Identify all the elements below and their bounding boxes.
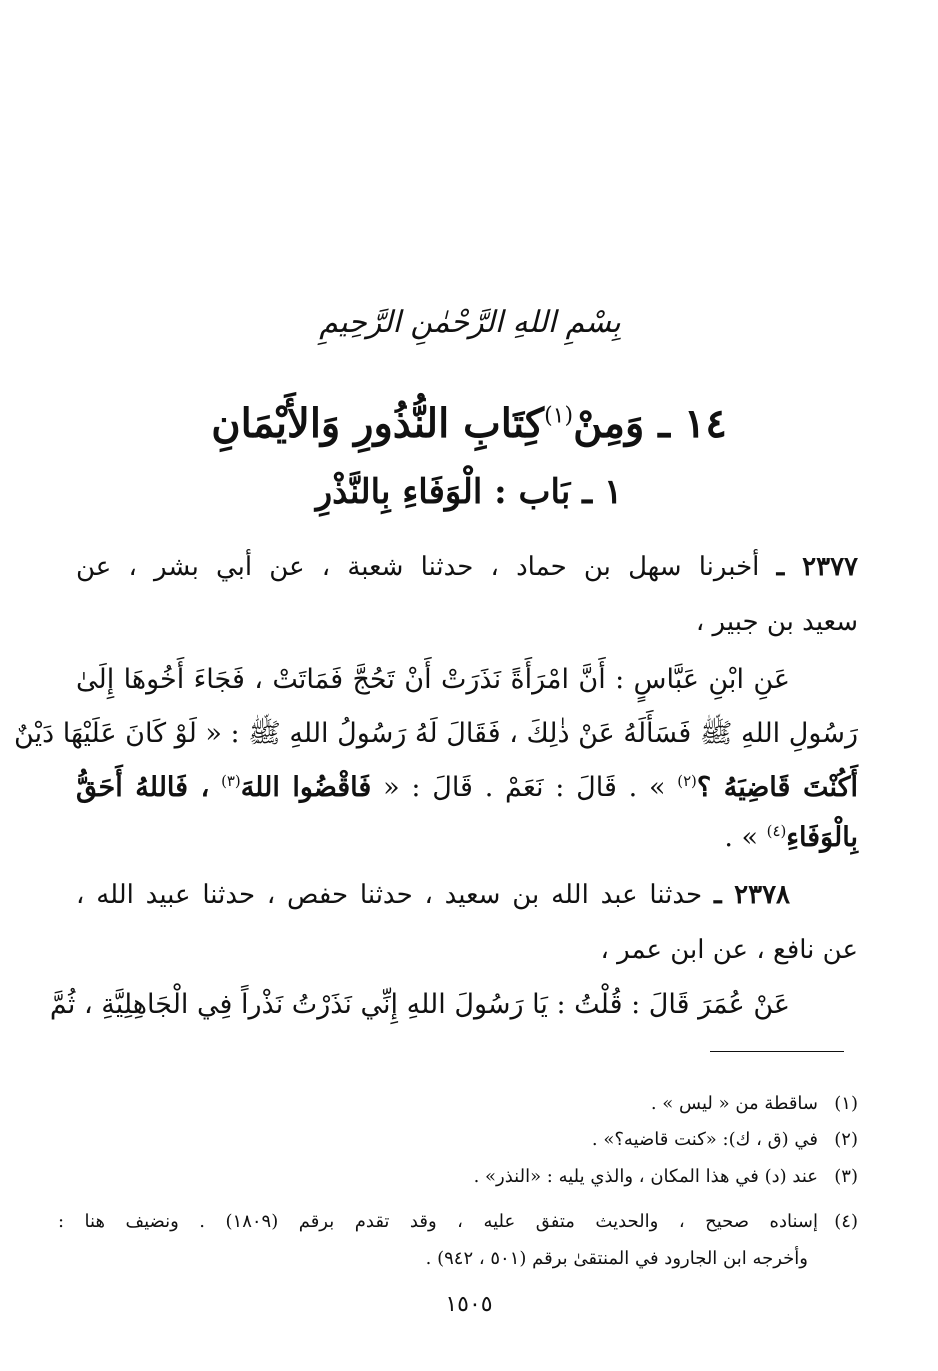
footnote-number: (٤): [834, 1211, 858, 1232]
matn-bold-phrase: فَاقْضُوا اللهَ: [240, 772, 372, 803]
footnote-ref-1[interactable]: (١): [544, 403, 574, 429]
chapter-title: ١ ـ بَاب : الْوَفَاءِ بِالنَّذْرِ: [315, 472, 623, 512]
basmala-calligraphy: [290, 282, 650, 362]
book-title-prefix: ١٤ ـ وَمِنْ: [573, 400, 727, 447]
hadith-2377-isnad-line-2: سعيد بن جبير ،: [695, 607, 858, 637]
basmala-text: بِسْمِ اللهِ الرَّحْمٰنِ الرَّحِيمِ: [319, 304, 621, 340]
matn-text: » . قَالَ : نَعَمْ . قَالَ : «: [383, 772, 666, 803]
footnote-text: ساقطة من « ليس » .: [650, 1093, 818, 1114]
footnote-text: عند (د) في هذا المكان ، والذي يليه : «النذر» .: [473, 1166, 818, 1187]
footnote-ref-2[interactable]: (٢): [677, 772, 697, 790]
isnad-text: أخبرنا سهل بن حماد ، حدثنا شعبة ، عن أبي بشر ، عن: [76, 552, 760, 582]
footnote-text: في (ق ، ك): «كنت قاضيه؟» .: [591, 1129, 818, 1150]
footnote-4-continuation: وأخرجه ابن الجارود في المنتقىٰ برقم (٥٠١ ، ٩٤٢) .: [425, 1248, 808, 1269]
footnote-text: إسناده صحيح ، والحديث متفق عليه ، وقد تقدم برقم (١٨٠٩) . ونضيف هنا :: [58, 1211, 819, 1232]
hadith-2377-isnad-line-1: [76, 547, 858, 587]
hadith-2378-isnad-line-1: [76, 875, 790, 915]
isnad-text: حدثنا عبد الله بن سعيد ، حدثنا حفص ، حدثنا عبيد الله ،: [76, 880, 703, 910]
footnote-number: (٣): [834, 1166, 858, 1187]
matn-bold-phrase: أَكُنْتَ قَاضِيَهُ ؟: [696, 772, 859, 803]
matn-text: » .: [724, 822, 759, 853]
page-number: ١٥٠٥: [445, 1292, 493, 1317]
hadith-number: ٢٣٧٨ ـ: [713, 880, 791, 910]
footnote-2: [58, 1126, 858, 1154]
footnote-number: (١): [834, 1093, 858, 1114]
footnote-1: [58, 1090, 858, 1118]
matn-bold-phrase: بِالْوَفَاءِ: [786, 822, 858, 853]
footnote-ref-3[interactable]: (٣): [221, 772, 241, 790]
footnote-3: [58, 1163, 858, 1191]
book-title: [0, 400, 938, 447]
footnote-separator: [710, 1051, 844, 1052]
footnote-4: [58, 1208, 858, 1236]
hadith-2377-matn-line-4: [76, 818, 858, 858]
hadith-2378-isnad-line-2: عن نافع ، عن ابن عمر ،: [600, 935, 858, 965]
footnote-ref-4[interactable]: (٤): [766, 822, 787, 840]
hadith-2378-matn-line-1: عَنْ عُمَرَ قَالَ : قُلْتُ : يَا رَسُولَ اللهِ إِنِّي نَذَرْتُ نَذْراً فِي الْجَاهِلِيَّةِ ، ثُمَّ: [49, 989, 790, 1020]
hadith-2377-matn-line-1: عَنِ ابْنِ عَبَّاسٍ : أَنَّ امْرَأَةً نَذَرَتْ أَنْ تَحُجَّ فَمَاتَتْ ، فَجَاءَ أَخُوهَا إِلَىٰ: [76, 664, 790, 695]
book-title-rest: كِتَابِ النُّذُورِ وَالأَيْمَانِ: [211, 400, 545, 447]
matn-bold-phrase: ، فَاللهُ أَحَقُّ: [76, 772, 210, 803]
hadith-number: ٢٣٧٧ ـ: [776, 552, 859, 582]
footnote-number: (٢): [834, 1129, 858, 1150]
hadith-2377-matn-line-3: [76, 768, 858, 808]
hadith-2377-matn-line-2: رَسُولِ اللهِ ﷺ فَسَأَلَهُ عَنْ ذٰلِكَ ، فَقَالَ لَهُ رَسُولُ اللهِ ﷺ : « لَوْ كَانَ عَلَيْهَا دَيْنٌ: [14, 718, 858, 749]
